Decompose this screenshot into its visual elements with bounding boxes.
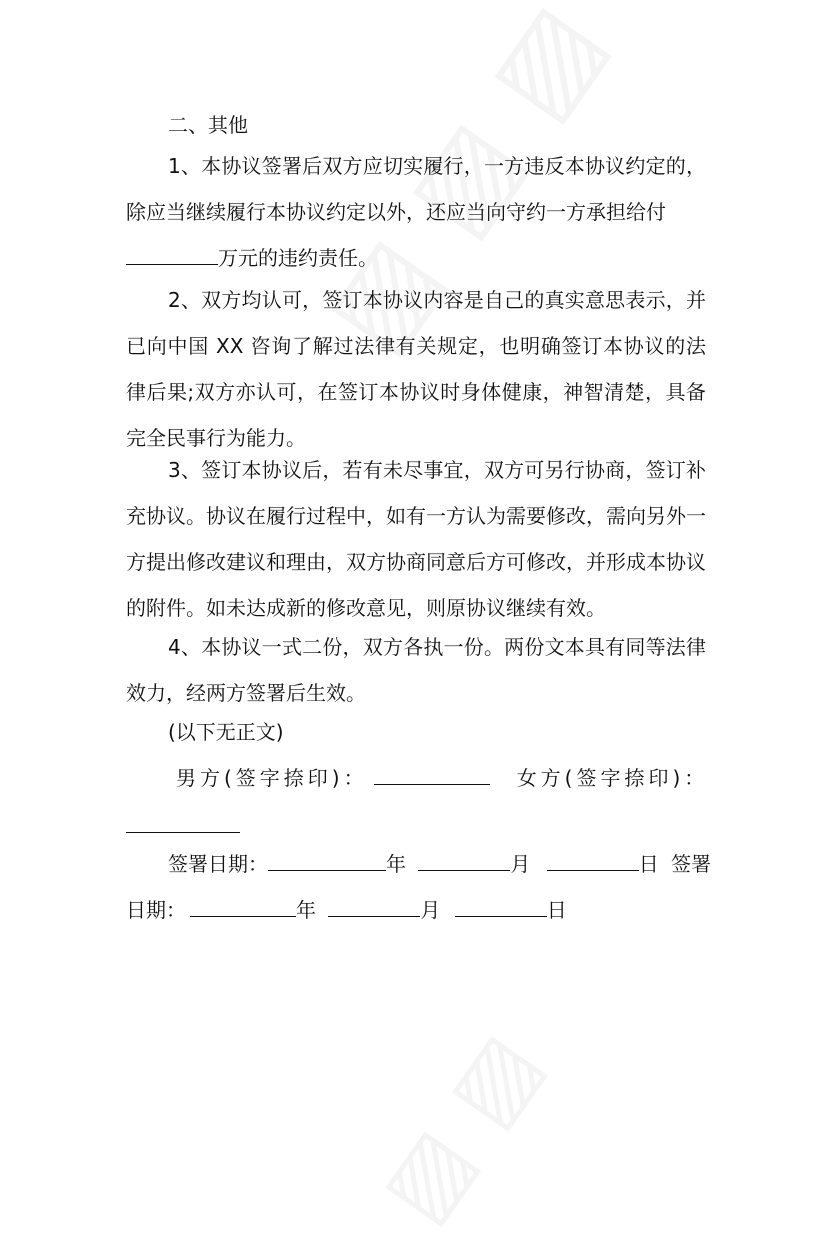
clause-3: 3、签订本协议后，若有未尽事宜，双方可另行协商，签订补充协议。协议在履行过程中，如有一方认为需要修改，需向另外一方提出修改建议和理由，双方协商同意后方可修改，并形成本协议的附件。如未达成新的修改意见，则原协议继续有效。	[126, 458, 706, 620]
clause-1-text: 1、本协议签署后双方应切实履行，一方违反本协议约定的，除应当继续履行本协议约定以外，还应当向守约一方承担给付	[126, 154, 706, 224]
section-title: 二、其他	[168, 113, 248, 137]
female-sign-label: 女方(签字捺印)：	[516, 766, 709, 790]
sign-date-row-1	[168, 848, 711, 879]
day-label-2: 日	[546, 898, 567, 922]
day-label: 日	[638, 852, 659, 876]
no-text-below: (以下无正文)	[168, 720, 284, 744]
sign-date-row-2	[126, 894, 567, 925]
clause-4: 4、本协议一式二份，双方各执一份。两份文本具有同等法律效力，经两方签署后生效。	[126, 635, 706, 705]
female-sign-blank	[126, 810, 240, 833]
month-blank-2	[328, 894, 420, 917]
sign-date-label: 签署日期：	[168, 852, 268, 876]
clause-2: 2、双方均认可，签订本协议内容是自己的真实意思表示，并已向中国 XX 咨询了解过法律有关规定，也明确签订本协议的法律后果;双方亦认可，在签订本协议时身体健康，神智清楚，具备完全民事行为能力。	[126, 288, 706, 450]
clause-1-end: 万元的违约责任。	[218, 246, 378, 270]
day-blank-2	[455, 894, 547, 917]
male-sign-blank	[374, 762, 490, 785]
year-label: 年	[386, 852, 406, 876]
month-label-2: 月	[420, 898, 441, 922]
year-label-2: 年	[296, 898, 316, 922]
female-sign-line	[126, 810, 240, 841]
male-sign-label: 男方(签字捺印)：	[176, 766, 368, 790]
watermark	[360, 1015, 562, 1240]
month-blank	[418, 848, 510, 871]
amount-blank	[126, 242, 218, 265]
signature-row	[176, 762, 708, 793]
month-label: 月	[510, 852, 531, 876]
year-blank-2	[190, 894, 296, 917]
sign-date-label-part1: 签署	[671, 852, 712, 876]
year-blank	[268, 848, 386, 871]
sign-date-label-part2: 日期：	[126, 898, 186, 922]
day-blank	[547, 848, 639, 871]
clause-1	[126, 143, 706, 281]
